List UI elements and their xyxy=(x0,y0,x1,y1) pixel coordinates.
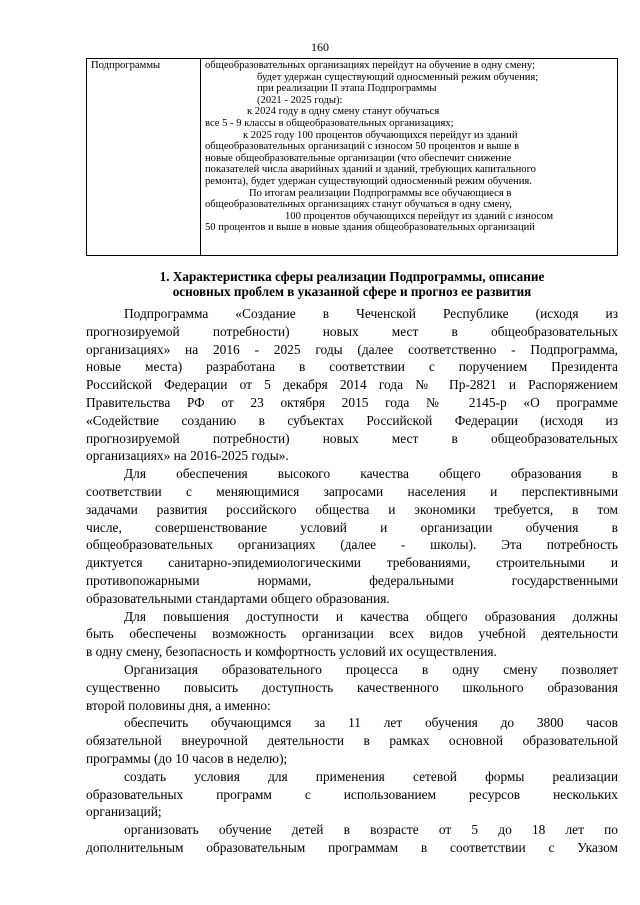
table-line: все 5 - 9 классы в общеобразовательных организациях; xyxy=(205,117,454,129)
body-line: в одну смену, безопасность и комфортность условий их осуществления. xyxy=(86,644,497,660)
table-line: общеобразовательных организаций с износом 50 процентов и выше в xyxy=(205,141,520,153)
table-line: показателей числа аварийных зданий и зданий, требующих капитального xyxy=(205,164,536,176)
body-line: организаций; xyxy=(86,804,162,820)
table-line: к 2024 году в одну смену станут обучаться xyxy=(247,106,440,118)
body-line: Для повышения доступности и качества общего образования должны xyxy=(124,608,618,624)
table-label: Подпрограммы xyxy=(91,60,161,71)
table-line: общеобразовательных организациях станут обучаться в одну смену, xyxy=(205,199,512,211)
table-value-cell xyxy=(201,59,617,234)
body-line: Организация образовательного процесса в одну смену позволяет xyxy=(124,661,618,677)
section-heading xyxy=(86,270,618,299)
section-heading-line: 1. Характеристика сферы реализации Подпрограммы, описание xyxy=(159,269,545,284)
body-line: создать условия для применения сетевой формы реализации xyxy=(124,768,618,784)
body-line: существенно повысить доступность качественного школьного образования xyxy=(86,679,618,695)
body-line: диктуется санитарно-эпидемиологическими требованиями, строительными и xyxy=(86,555,618,571)
table-label-cell xyxy=(87,59,201,255)
body-line: дополнительным образовательным программам в соответствии с Указом xyxy=(86,839,618,855)
body-line: задачами развития российского общества и экономики требуется, в том xyxy=(86,501,618,517)
body-line: «Содействие созданию в субъектах Российской Федерации (исходя из xyxy=(86,412,618,428)
body-line: новые места) разработана в соответствии с поручением Президента xyxy=(86,359,618,375)
body-line: соответствии с меняющимися запросами населения и перспективными xyxy=(86,483,618,499)
table-line: общеобразовательных организациях перейдут на обучение в одну смену; xyxy=(205,60,535,71)
body-text xyxy=(86,305,618,857)
body-line: быть обеспечены возможность организации всех видов учебной деятельности xyxy=(86,626,618,642)
subprogram-table xyxy=(86,58,618,256)
body-line: обязательной внеурочной деятельности в рамках основной образовательной xyxy=(86,733,618,749)
page-number: 160 xyxy=(311,40,329,54)
body-line: организовать обучение детей в возрасте от 5 до 18 лет по xyxy=(124,822,618,838)
section-heading-line: основных проблем в указанной сфере и прогноз ее развития xyxy=(172,283,532,299)
table-line: при реализации II этапа Подпрограммы xyxy=(257,83,437,95)
table-line: По итогам реализации Подпрограммы все обучающиеся в xyxy=(249,187,512,199)
table-line: (2021 - 2025 годы): xyxy=(257,94,343,106)
body-line: Для обеспечения высокого качества общего образования в xyxy=(124,466,618,482)
table-line: к 2025 году 100 процентов обучающихся перейдут из зданий xyxy=(243,129,518,141)
table-line: 50 процентов и выше в новые здания общеобразовательных организаций xyxy=(205,222,535,234)
body-line: Правительства РФ от 23 октября 2015 года № 2145-р «О программе xyxy=(86,394,618,410)
table-line: ремонта), будет удержан существующий односменный режим обучения. xyxy=(205,175,532,187)
body-line: прогнозируемой потребности) новых мест в общеобразовательных xyxy=(86,323,618,339)
body-line: прогнозируемой потребности) новых мест в общеобразовательных xyxy=(86,430,618,446)
body-line: программы (до 10 часов в неделю); xyxy=(86,750,288,766)
body-line: второй половины дня, а именно: xyxy=(86,697,271,713)
table-line: будет удержан существующий односменный режим обучения; xyxy=(257,71,539,83)
body-line: организациях» на 2016-2025 годы». xyxy=(86,448,289,464)
body-line: противопожарными нормами, федеральными государственными xyxy=(86,572,618,588)
body-line: организациях» на 2016 - 2025 годы (далее соответственно - Подпрограмма, xyxy=(86,341,618,357)
body-line: Подпрограмма «Создание в Чеченской Республике (исходя из xyxy=(124,306,618,321)
body-line: образовательными стандартами общего образования. xyxy=(86,590,390,606)
body-line: числе, совершенствование условий и организации обучения в xyxy=(86,519,618,535)
body-line: Российской Федерации от 5 декабря 2014 года № Пр-2821 и Распоряжением xyxy=(86,377,618,393)
body-line: обеспечить обучающимся за 11 лет обучения до 3800 часов xyxy=(124,715,618,731)
body-line: образовательных программ с использованием ресурсов нескольких xyxy=(86,786,618,802)
table-line: новые общеобразовательные организации (что обеспечит снижение xyxy=(205,152,512,164)
table-line: 100 процентов обучающихся перейдут из зданий с износом xyxy=(285,210,554,222)
body-line: общеобразовательных организациях (далее - школы). Эта потребность xyxy=(86,537,618,553)
